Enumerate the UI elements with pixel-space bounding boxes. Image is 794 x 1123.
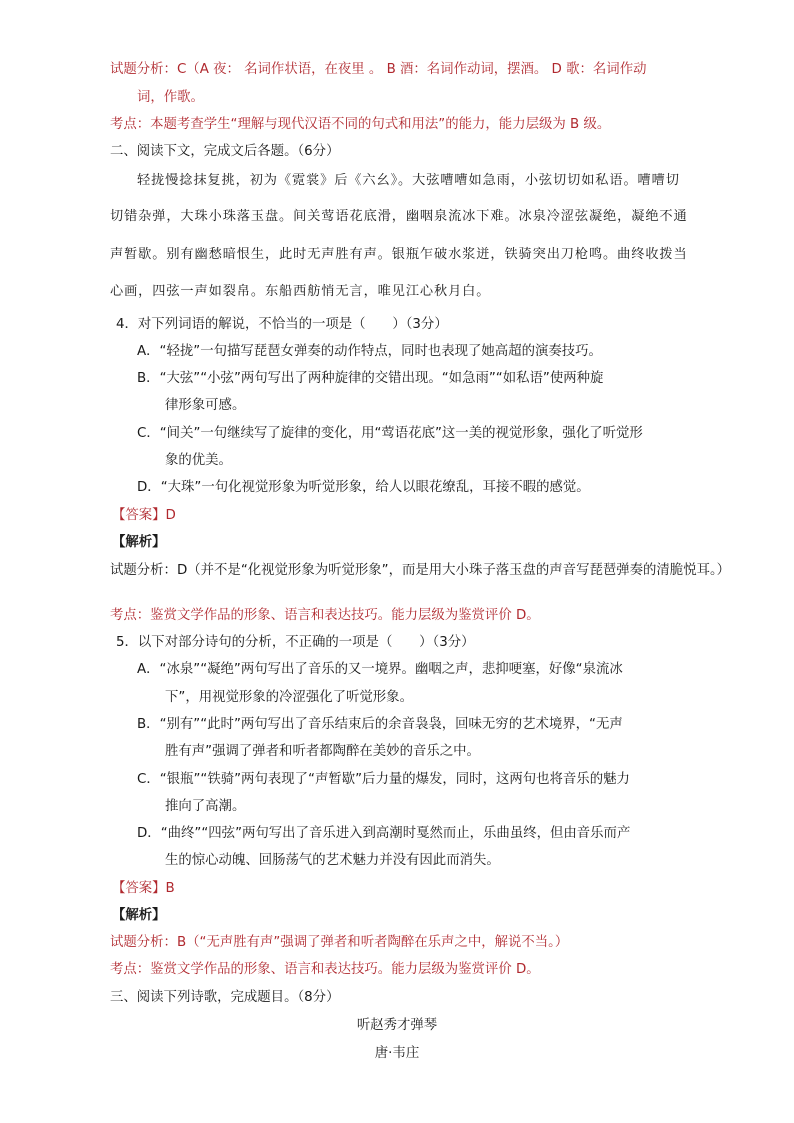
q4-jiexi-label: 【解析】 — [112, 535, 166, 550]
q4-option-b-line-2: 律形象可感。 — [165, 398, 246, 413]
q5-option-c-line-2: 推向了高潮。 — [165, 799, 246, 814]
passage-line-3: 声暂歇。别有幽愁暗恨生，此时无声胜有声。银瓶乍破水浆迸，铁骑突出刀枪鸣。曲终收拨当 — [110, 247, 688, 262]
poem-title: 听赵秀才弹琴 — [356, 1018, 438, 1033]
q5-option-b-line-2: 胜有声”强调了弹者和听者都陶醉在美妙的音乐之中。 — [165, 744, 480, 759]
q4-option-b-line-1: B．“大弦”“小弦”两句写出了两种旋律的交错出现。“如急雨”“如私语”使两种旋 — [137, 371, 604, 386]
q5-option-a-line-1: A．“冰泉”“凝绝”两句写出了音乐的又一境界。幽咽之声，悲抑哽塞，好像“泉流冰 — [137, 662, 623, 677]
q3-kaodian: 考点：本题考查学生“理解与现代汉语不同的句式和用法”的能力，能力层级为 B 级。 — [110, 117, 611, 132]
section-2-heading: 二、阅读下文，完成文后各题。（6分） — [110, 144, 340, 159]
q5-kaodian: 考点：鉴赏文学作品的形象、语言和表达技巧。能力层级为鉴赏评价 D。 — [110, 962, 540, 977]
q3-analysis-line-2: 词，作歌。 — [137, 90, 204, 105]
q5-jiexi-label: 【解析】 — [112, 908, 166, 923]
q4-answer: 【答案】D — [112, 508, 176, 523]
q4-option-c-line-1: C．“间关”一句继续写了旋律的变化，用“莺语花底”这一美的视觉形象，强化了听觉形 — [137, 426, 643, 441]
q5-stem: 5．以下对部分诗句的分析，不正确的一项是（ ）（3分） — [116, 635, 475, 650]
q5-option-b-line-1: B．“别有”“此时”两句写出了音乐结束后的余音袅袅，回味无穷的艺术境界，“无声 — [137, 717, 623, 732]
q4-option-a: A．“轻拢”一句描写琵琶女弹奏的动作特点，同时也表现了她高超的演奏技巧。 — [137, 344, 602, 359]
q5-analysis: 试题分析：B（“无声胜有声”强调了弹者和听者陶醉在乐声之中，解说不当。） — [110, 935, 569, 950]
q4-analysis: 试题分析：D（并不是“化视觉形象为听觉形象”，而是用大小珠子落玉盘的声音写琵琶弹奏的清脆悦耳。） — [110, 563, 731, 578]
poem-author: 唐·韦庄 — [374, 1046, 420, 1061]
q4-kaodian: 考点：鉴赏文学作品的形象、语言和表达技巧。能力层级为鉴赏评价 D。 — [110, 608, 540, 623]
q4-option-d: D．“大珠”一句化视觉形象为听觉形象，给人以眼花缭乱，耳接不暇的感觉。 — [137, 480, 590, 495]
passage-line-4: 心画，四弦一声如裂帛。东船西舫悄无言，唯见江心秋月白。 — [110, 284, 491, 299]
q4-option-c-line-2: 象的优美。 — [165, 453, 232, 468]
section-3-heading: 三、阅读下列诗歌，完成题目。（8分） — [110, 990, 340, 1005]
q5-option-d-line-2: 生的惊心动魄、回肠荡气的艺术魅力并没有因此而消失。 — [165, 853, 500, 868]
q5-answer: 【答案】B — [112, 881, 175, 896]
q3-analysis-line-1: 试题分析：C（A 夜： 名词作状语，在夜里 。 B 酒：名词作动词，摆酒。 D 歌：名词作动 — [110, 62, 647, 77]
q5-option-a-line-2: 下”，用视觉形象的冷涩强化了听觉形象。 — [165, 690, 413, 705]
passage-line-1: 轻拢慢捻抹复挑，初为《霓裳》后《六幺》。大弦嘈嘈如急雨，小弦切切如私语。嘈嘈切 — [137, 173, 680, 188]
q5-option-d-line-1: D．“曲终”“四弦”两句写出了音乐进入到高潮时戛然而止，乐曲虽终，但由音乐而产 — [137, 826, 631, 841]
passage-line-2: 切错杂弹，大珠小珠落玉盘。间关莺语花底滑，幽咽泉流冰下难。冰泉冷涩弦凝绝，凝绝不通 — [110, 209, 688, 224]
q4-stem: 4．对下列词语的解说，不恰当的一项是（ ）（3分） — [116, 317, 448, 332]
q5-option-c-line-1: C．“银瓶”“铁骑”两句表现了“声暂歇”后力量的爆发，同时，这两句也将音乐的魅力 — [137, 772, 630, 787]
